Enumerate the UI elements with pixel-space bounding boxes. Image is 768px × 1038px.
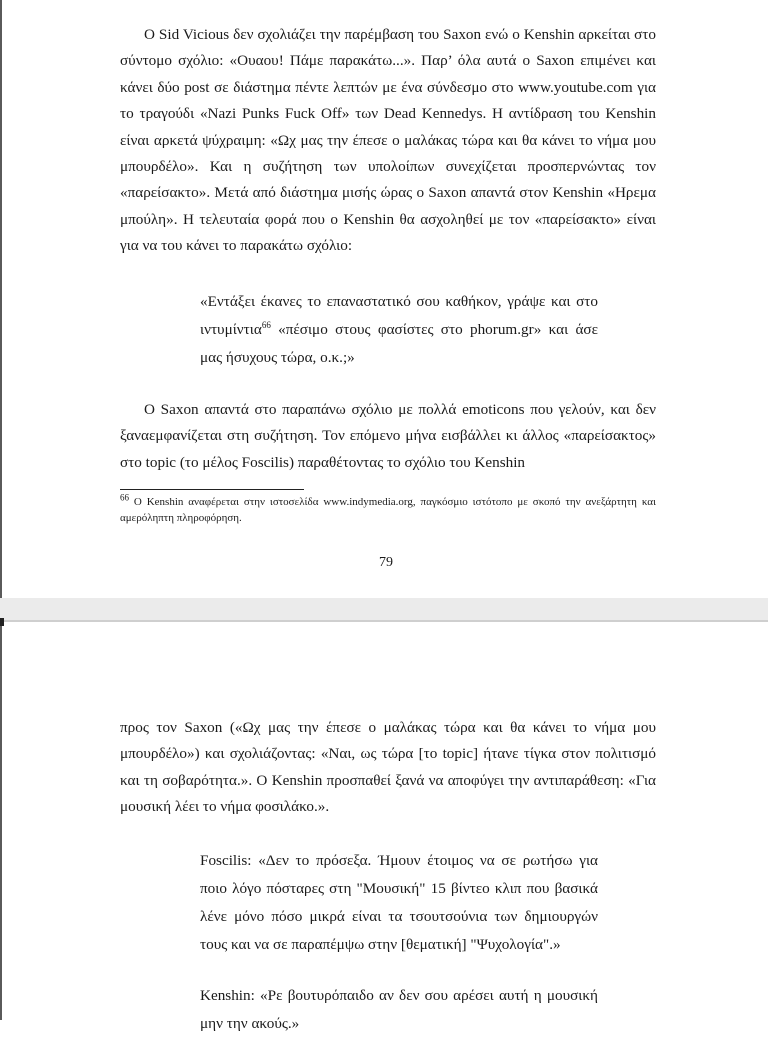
- forum-quote-kenshin: Kenshin: «Ρε βουτυρόπαιδο αν δεν σου αρέσει αυτή η μουσική μην την ακούς.»: [200, 987, 598, 1032]
- body-paragraph-continued: προς τον Saxon («Ωχ μας την έπεσε ο μαλάκας τώρα και θα κάνει το νήμα μου μπουρδέλο») και σχολιάζοντας: «Ναι, ως τώρα [το topic] ήτανε τίγκα στον πολιτισμό και τη σοβαρότητα.». Ο Kenshin προσπαθεί ξανά να αποφύγει την αντιπαράθεση: «Για μουσική λέει το νήμα φοσιλάκο.».: [120, 719, 656, 816]
- page-number: 79: [379, 555, 393, 570]
- footnote-number: 66: [120, 492, 129, 503]
- quote-text-part2: «πέσιμο στους φασίστες στο phorum.gr» και άσε μας ήσυχους τώρα, ο.κ.;»: [200, 321, 598, 366]
- block-quote: [200, 288, 598, 372]
- footnote-reference[interactable]: 66: [261, 319, 271, 330]
- footnote-separator: [120, 489, 304, 490]
- page-gap: [0, 598, 768, 620]
- footnote: [120, 494, 656, 526]
- body-paragraph-1: Ο Sid Vicious δεν σχολιάζει την παρέμβαση του Saxon ενώ ο Kenshin αρκείται στο σύντομο σχόλιο: «Ουαου! Πάμε παρακάτω...». Παρ’ όλα αυτά ο Saxon επιμένει και κάνει δύο post σε διάστημα πέντε λεπτών με ένα σύνδεσμο στο www.youtube.com για το τραγούδι «Nazi Punks Fuck Off» των Dead Kennedys. Η αντίδραση του Kenshin είναι αρκετά ψύχραιμη: «Ωχ μας την έπεσε ο μαλάκας τώρα και θα κάνει το νήμα μου μπουρδέλο». Και η συζήτηση των υπολοίπων συνεχίζεται προσπερνώντας τον «παρείσακτο». Μετά από διάστημα μισής ώρας ο Saxon απαντά στον Kenshin «Ηρεμα μπούλη». Η τελευταία φορά που ο Kenshin θα ασχοληθεί με τον «παρείσακτο» είναι για να του κάνει το παρακάτω σχόλιο:: [120, 26, 656, 255]
- document-page-80: [0, 622, 768, 1032]
- body-paragraph-2: Ο Saxon απαντά στο παραπάνω σχόλιο με πολλά emoticons που γελούν, και δεν ξαναεμφανίζεται στη συζήτηση. Τον επόμενο μήνα εισβάλλει κι άλλος «παρείσακτος» στο topic (το μέλος Foscilis) παραθέτοντας το σχόλιο του Kenshin: [120, 401, 656, 471]
- footnote-text: Ο Kenshin αναφέρεται στην ιστοσελίδα www.indymedia.org, παγκόσμιο ιστότοπο με σκοπό την ανεξάρτητη και αμερόληπτη πληροφόρηση.: [120, 496, 656, 524]
- quote-text-part1: «Εντάξει έκανες το επαναστατικό σου καθήκον, γράψε και στο ιντυμίντια: [200, 293, 598, 338]
- forum-quote-foscilis: Foscilis: «Δεν το πρόσεξα. Ήμουν έτοιμος να σε ρωτήσω για ποιο λόγο πόσταρες στη "Μουσική" 15 βίντεο κλιπ που βασικά λένε μόνο πόσο μικρά είναι τα τσουτσούνια των δημιουργών τους και να σε παραπέμψω στην [θεματική] "Ψυχολογία".»: [200, 852, 598, 953]
- page-corner-mark: [0, 618, 4, 626]
